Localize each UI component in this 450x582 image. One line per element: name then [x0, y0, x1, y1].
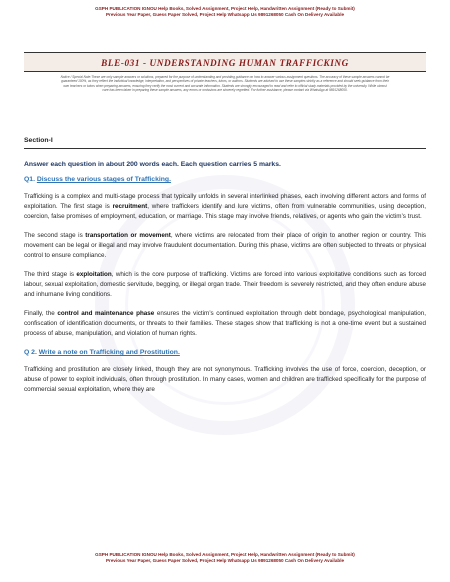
answer-1-paragraph-2: [24, 231, 426, 261]
footer-line-1: GSPH PUBLICATION IGNOU Help Books, Solved Assignment, Project Help, Handwritten Assignment (Ready to Submit): [95, 552, 355, 557]
answer-1-paragraph-4: [24, 309, 426, 339]
header-line-1: GSPH PUBLICATION IGNOU Help Books, Solved Assignment, Project Help, Handwritten Assignment (Ready to Submit): [95, 6, 355, 11]
section-heading: Section-I: [24, 137, 53, 144]
title-banner: [24, 52, 426, 72]
disclaimer-notice: Notice / Special Note:These are only sample answers or solutions, prepared for the purpose of understanding and providing guidance on how to answer various assignment questions. The accuracy of these sample answers cannot be guaranteed 100%, as they reflect the individual knowledge, interpretation, and perspectives of private teachers, tutors, or authors. Students are advised to use these samples strictly as a reference and should seek guidance from their own teachers or tutors when preparing answers, ensuring they verify the most current and accurate information. Students are strongly encouraged to read and refer to official study materials provided by the university. While utmost care has been taken in preparing these sample answers, any errors or omissions are sincerely regretted. For further assistance, please contact via WhatsApp at 9891268050.: [60, 75, 390, 93]
question-1: [24, 175, 426, 185]
bold-term-recruitment: recruitment: [112, 203, 148, 210]
text-run: Finally, the: [24, 310, 58, 317]
footer-line-2: Previous Year Paper, Guess Paper Solved, Project Help Whatsapp Us 9891268050 Cash On Delivery Available: [105, 558, 345, 564]
bold-term-exploitation: exploitation: [76, 271, 112, 278]
bold-term-transportation: transportation or movement: [85, 232, 171, 239]
instructions: Answer each question in about 200 words each. Each question carries 5 marks.: [24, 161, 281, 168]
text-run: , where traffickers identify and lure victims, often from vulnerable communities, using deception, coercion, false promises of employment, education, or marriage. This stage may involve friends, relatives, or agents who gain the victim’s trust.: [24, 203, 426, 220]
question-2-text: Write a note on Trafficking and Prostitution.: [38, 349, 180, 356]
document-body: [24, 136, 426, 404]
page-header: [0, 6, 450, 18]
text-run: The second stage is: [24, 232, 86, 239]
text-run: Trafficking is a complex and multi-stage process that typically unfolds in several interlinked phases, each involving different actors and forms of exploitation. The first stage is: [24, 193, 426, 210]
question-2-number: Q 2.: [24, 349, 37, 356]
answer-1-paragraph-3: [24, 270, 426, 300]
text-run: The third stage is: [24, 271, 77, 278]
answer-2-paragraph-1: Trafficking and prostitution are closely linked, though they are not synonymous. Trafficking involves the use of force, coercion, deception, or abuse of power to exploit individuals, often through prostitution. In many cases, women and children are trafficked specifically for the purpose of commercial sexual exploitation, where they are: [24, 366, 426, 393]
text-run: ensures the victim’s continued exploitation through debt bondage, psychological manipulation, confiscation of identification documents, or threats to their families. These stages show that trafficking is not a one-time event but a sustained process of abuse, manipulation, and violation of human rights.: [24, 310, 426, 337]
answer-1-paragraph-1: [24, 192, 426, 222]
question-2: [24, 348, 426, 358]
question-1-number: Q1.: [24, 176, 35, 183]
question-1-text: Discuss the various stages of Trafficking.: [36, 176, 171, 183]
text-run: , which is the core purpose of trafficking. Victims are forced into various exploitative conditions such as forced labour, sexual exploitation, domestic servitude, begging, or illegal organ trade. Their freedom is severely restricted, and they often endure abuse and inhumane living conditions.: [24, 271, 426, 298]
bold-term-control: control and maintenance phase: [57, 310, 155, 317]
header-line-2: Previous Year Paper, Guess Paper Solved, Project Help Whatsapp Us 9891268050 Cash On Delivery Available: [105, 12, 345, 18]
document-title: BLE-031 - UNDERSTANDING HUMAN TRAFFICKING: [101, 58, 349, 68]
text-run: , where victims are relocated from their place of origin to another region or country. This movement can be legal or illegal and may involve fraudulent documentation. During this phase, victims are often subjected to threats or physical control to ensure compliance.: [24, 232, 427, 259]
section-divider: [24, 148, 426, 149]
page-footer: [0, 552, 450, 564]
